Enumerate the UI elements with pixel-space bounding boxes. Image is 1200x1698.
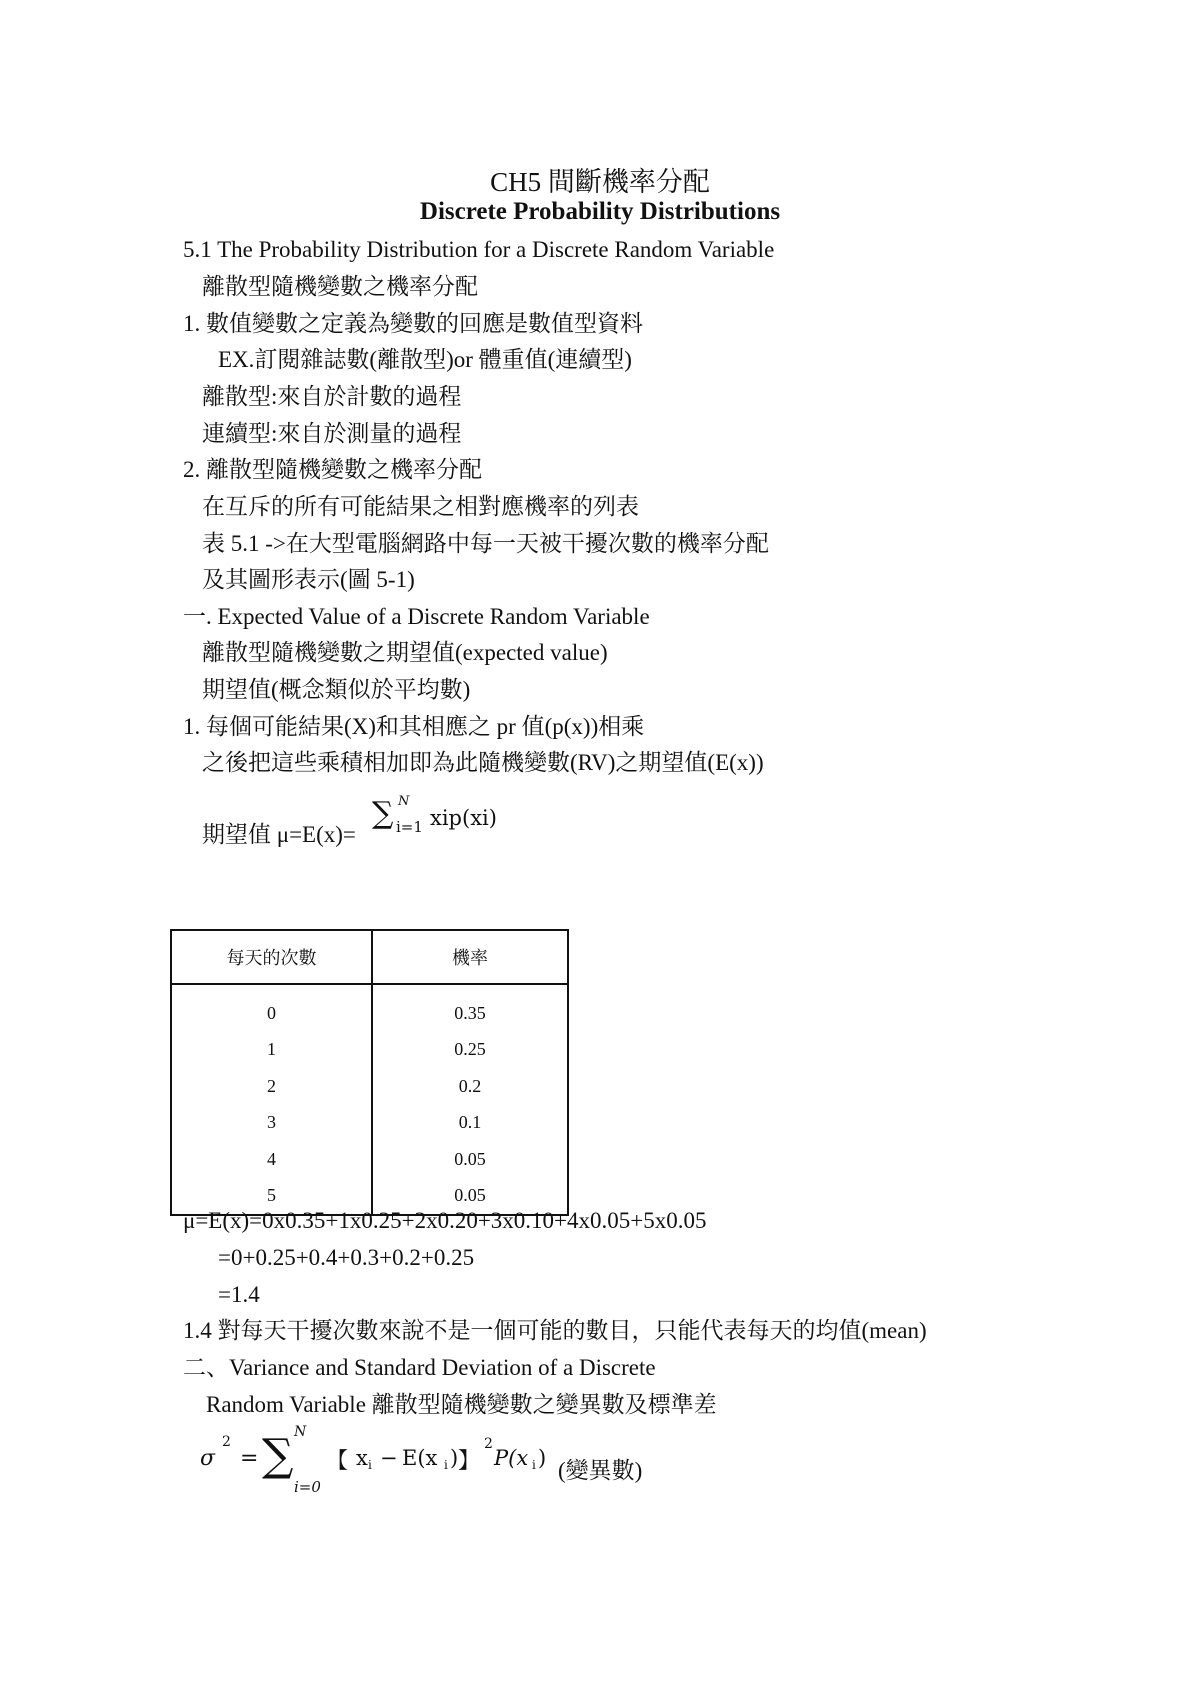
column-header-count: 每天的次數	[171, 930, 372, 984]
variance-note: (變異數)	[558, 1458, 643, 1483]
p-subscript: i	[532, 1458, 536, 1472]
e-subscript: i	[444, 1458, 448, 1472]
formula-label: 期望值 μ=E(x)=	[202, 822, 356, 847]
table-cell: 2	[171, 1068, 372, 1105]
table-cell: 0.25	[454, 1039, 486, 1060]
text-line: 離散型隨機變數之期望值(expected value)	[202, 640, 608, 665]
text-line: 1.4 對每天干擾次數來說不是一個可能的數目，只能代表每天的均值(mean)	[183, 1318, 927, 1343]
sum-upper-limit: N	[294, 1424, 307, 1440]
x-variable: x	[356, 1446, 368, 1470]
table-row	[171, 1141, 568, 1178]
sum-lower-limit: i=0	[294, 1478, 321, 1496]
close-paren: )	[538, 1446, 547, 1470]
text-line: 及其圖形表示(圖 5-1)	[202, 567, 415, 592]
text-line: 在互斥的所有可能結果之相對應機率的列表	[202, 494, 639, 519]
sum-term: xip(xi)	[430, 806, 497, 830]
chapter-subtitle: Discrete Probability Distributions	[419, 198, 781, 225]
table-row	[171, 984, 568, 1032]
table-cell: 0.05	[454, 1148, 486, 1169]
sum-lower-limit: i=1	[396, 818, 423, 836]
table-row	[171, 1105, 568, 1142]
equals-sign: =	[240, 1446, 259, 1471]
table-cell: 0.1	[458, 1112, 482, 1133]
bracket-exponent: 2	[484, 1436, 493, 1452]
calculation-result: =1.4	[218, 1282, 260, 1307]
probability-term: P(x	[494, 1446, 529, 1470]
probability-table	[170, 929, 569, 1216]
text-line: Random Variable 離散型隨機變數之變異數及標準差	[206, 1392, 717, 1417]
table-cell: 0.35	[454, 1002, 486, 1023]
table-cell: 0.2	[458, 1075, 482, 1096]
expectation-term: E(x	[402, 1446, 438, 1470]
text-line: 連續型:來自於測量的過程	[202, 421, 462, 446]
table-header-row	[171, 930, 568, 984]
numbered-item-1-expected: 1. 每個可能結果(X)和其相應之 pr 值(p(x))相乘	[183, 714, 645, 739]
sigma-exponent: 2	[222, 1434, 231, 1450]
numbered-item-1: 1. 數值變數之定義為變數的回應是數值型資料	[183, 311, 643, 336]
section-heading-5-1: 5.1 The Probability Distribution for a Discrete Random Variable	[183, 237, 775, 262]
minus-sign: −	[380, 1446, 398, 1470]
calculation-line: μ=E(x)=0x0.35+1x0.25+2x0.20+3x0.10+4x0.05+5x0.05	[183, 1208, 707, 1233]
table-cell: 3	[171, 1105, 372, 1142]
table-cell: 1	[171, 1032, 372, 1069]
chapter-title: CH5 間斷機率分配	[490, 167, 710, 197]
right-bracket: 】	[458, 1448, 481, 1473]
table-row	[171, 1068, 568, 1105]
text-line: 離散型隨機變數之機率分配	[202, 274, 478, 299]
text-line: 表 5.1 ->在大型電腦網路中每一天被干擾次數的機率分配	[202, 531, 769, 556]
table-cell: 0.05	[454, 1185, 486, 1206]
section-heading-expected-value: 一. Expected Value of a Discrete Random Variable	[183, 604, 650, 629]
calculation-line: =0+0.25+0.4+0.3+0.2+0.25	[218, 1245, 475, 1270]
sigma-symbol: σ	[200, 1446, 216, 1471]
left-bracket: 【	[326, 1448, 349, 1473]
summation-symbol: ∑	[372, 796, 394, 831]
text-line: 之後把這些乘積相加即為此隨機變數(RV)之期望值(E(x))	[202, 750, 764, 775]
text-line: 期望值(概念類似於平均數)	[202, 677, 471, 702]
table-row	[171, 1032, 568, 1069]
text-line: EX.訂閱雜誌數(離散型)or 體重值(連續型)	[218, 347, 632, 372]
numbered-item-2: 2. 離散型隨機變數之機率分配	[183, 457, 482, 482]
text-line: 離散型:來自於計數的過程	[202, 384, 462, 409]
column-header-probability: 機率	[372, 930, 568, 984]
table-cell: 4	[171, 1141, 372, 1178]
x-subscript: i	[368, 1458, 372, 1472]
summation-symbol: ∑	[262, 1430, 294, 1481]
sum-upper-limit: N	[398, 794, 410, 809]
table-cell: 0	[171, 984, 372, 1032]
close-paren: )	[450, 1446, 459, 1470]
table-cell: 5	[171, 1178, 372, 1216]
section-heading-variance: 二、Variance and Standard Deviation of a Discrete	[183, 1355, 656, 1380]
